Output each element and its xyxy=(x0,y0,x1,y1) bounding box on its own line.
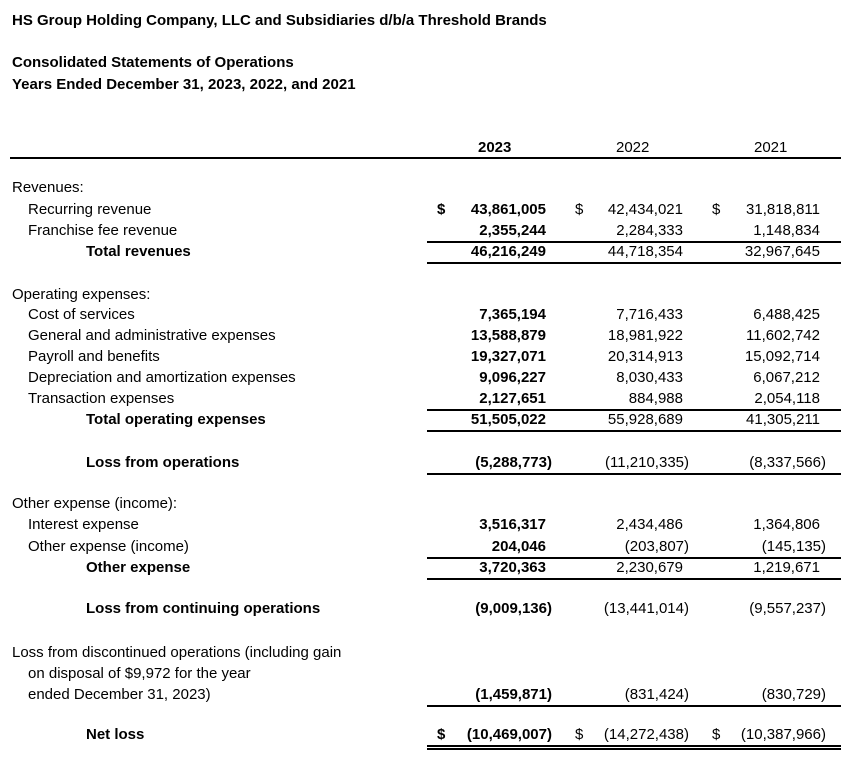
value-2023: (9,009,136) xyxy=(475,600,552,617)
value-2021: (10,387,966) xyxy=(740,726,826,743)
value-2022: 55,928,689 xyxy=(607,411,683,428)
value-2022: 884,988 xyxy=(628,390,683,407)
value-2022: 7,716,433 xyxy=(616,306,683,323)
value-2022: (203,807) xyxy=(624,538,689,555)
value-2022: 20,314,913 xyxy=(607,348,683,365)
value-2023: 7,365,194 xyxy=(479,306,546,323)
value-2023: 3,720,363 xyxy=(479,559,546,576)
value-2022: 18,981,922 xyxy=(607,327,683,344)
double-underline xyxy=(427,748,841,750)
value-2022: 2,434,486 xyxy=(616,516,683,533)
row-label: Cost of services xyxy=(28,306,135,323)
row-label: Other expense xyxy=(86,559,191,576)
company-name: HS Group Holding Company, LLC and Subsidiaries d/b/a Threshold Brands xyxy=(12,12,547,29)
row-label: Total operating expenses xyxy=(86,411,266,428)
value-2021: (9,557,237) xyxy=(749,600,826,617)
row-label: Other expense (income) xyxy=(28,538,189,555)
double-underline xyxy=(427,745,841,747)
value-2023: 46,216,249 xyxy=(470,243,546,260)
value-2022: (831,424) xyxy=(624,686,689,703)
value-2023: (10,469,007) xyxy=(466,726,552,743)
value-2021: 11,602,742 xyxy=(746,327,820,344)
underline xyxy=(427,430,841,432)
currency-symbol: $ xyxy=(712,726,721,743)
row-label: Net loss xyxy=(86,726,145,743)
value-2021: 15,092,714 xyxy=(744,348,820,365)
underline xyxy=(427,705,841,707)
value-2021: (830,729) xyxy=(761,686,826,703)
underline xyxy=(427,473,841,475)
value-2021: 1,364,806 xyxy=(753,516,820,533)
row-label: Payroll and benefits xyxy=(28,348,160,365)
value-2021: (145,135) xyxy=(761,538,826,555)
column-header-2023: 2023 xyxy=(478,139,512,156)
value-2023: 3,516,317 xyxy=(479,516,546,533)
value-2022: (13,441,014) xyxy=(603,600,689,617)
value-2023: 13,588,879 xyxy=(470,327,546,344)
row-label: Interest expense xyxy=(28,516,139,533)
value-2023: 43,861,005 xyxy=(470,201,546,218)
header-rule xyxy=(10,157,841,159)
statement-title: Consolidated Statements of Operations xyxy=(12,54,294,71)
currency-symbol: $ xyxy=(437,201,446,218)
value-2023: (1,459,871) xyxy=(475,686,552,703)
value-2022: 8,030,433 xyxy=(616,369,683,386)
value-2021: (8,337,566) xyxy=(749,454,826,471)
currency-symbol: $ xyxy=(575,726,584,743)
row-label: Franchise fee revenue xyxy=(28,222,178,239)
value-2023: 19,327,071 xyxy=(470,348,546,365)
currency-symbol: $ xyxy=(437,726,446,743)
row-label: Transaction expenses xyxy=(28,390,175,407)
value-2023: 2,127,651 xyxy=(479,390,546,407)
value-2021: 6,067,212 xyxy=(753,369,820,386)
row-label: Depreciation and amortization expenses xyxy=(28,369,296,386)
value-2022: 44,718,354 xyxy=(607,243,683,260)
row-label: Total revenues xyxy=(86,243,191,260)
value-2021: 31,818,811 xyxy=(746,201,820,218)
value-2022: (11,210,335) xyxy=(605,454,689,471)
value-2023: 204,046 xyxy=(491,538,546,555)
row-label: Loss from continuing operations xyxy=(86,600,321,617)
value-2023: 51,505,022 xyxy=(470,411,546,428)
statement-period: Years Ended December 31, 2023, 2022, and 2021 xyxy=(12,76,356,93)
column-header-2022: 2022 xyxy=(616,139,650,156)
value-2022: 42,434,021 xyxy=(607,201,683,218)
value-2023: 2,355,244 xyxy=(479,222,546,239)
value-2021: 6,488,425 xyxy=(753,306,820,323)
value-2021: 1,219,671 xyxy=(753,559,820,576)
value-2021: 1,148,834 xyxy=(753,222,820,239)
row-label: Revenues: xyxy=(12,179,84,196)
value-2022: 2,230,679 xyxy=(616,559,683,576)
value-2023: (5,288,773) xyxy=(475,454,552,471)
underline xyxy=(427,578,841,580)
underline xyxy=(427,262,841,264)
row-label: Other expense (income): xyxy=(12,495,178,512)
value-2022: 2,284,333 xyxy=(616,222,683,239)
value-2022: (14,272,438) xyxy=(603,726,689,743)
row-label: on disposal of $9,972 for the year xyxy=(28,665,251,682)
row-label: ended December 31, 2023) xyxy=(28,686,211,703)
value-2021: 2,054,118 xyxy=(754,390,820,407)
value-2023: 9,096,227 xyxy=(479,369,546,386)
row-label: Operating expenses: xyxy=(12,286,151,303)
value-2021: 41,305,211 xyxy=(746,411,820,428)
row-label: Loss from discontinued operations (including gain xyxy=(12,644,342,661)
row-label: General and administrative expenses xyxy=(28,327,276,344)
column-header-2021: 2021 xyxy=(754,139,788,156)
currency-symbol: $ xyxy=(575,201,584,218)
row-label: Recurring revenue xyxy=(28,201,152,218)
value-2021: 32,967,645 xyxy=(744,243,820,260)
currency-symbol: $ xyxy=(712,201,721,218)
row-label: Loss from operations xyxy=(86,454,240,471)
